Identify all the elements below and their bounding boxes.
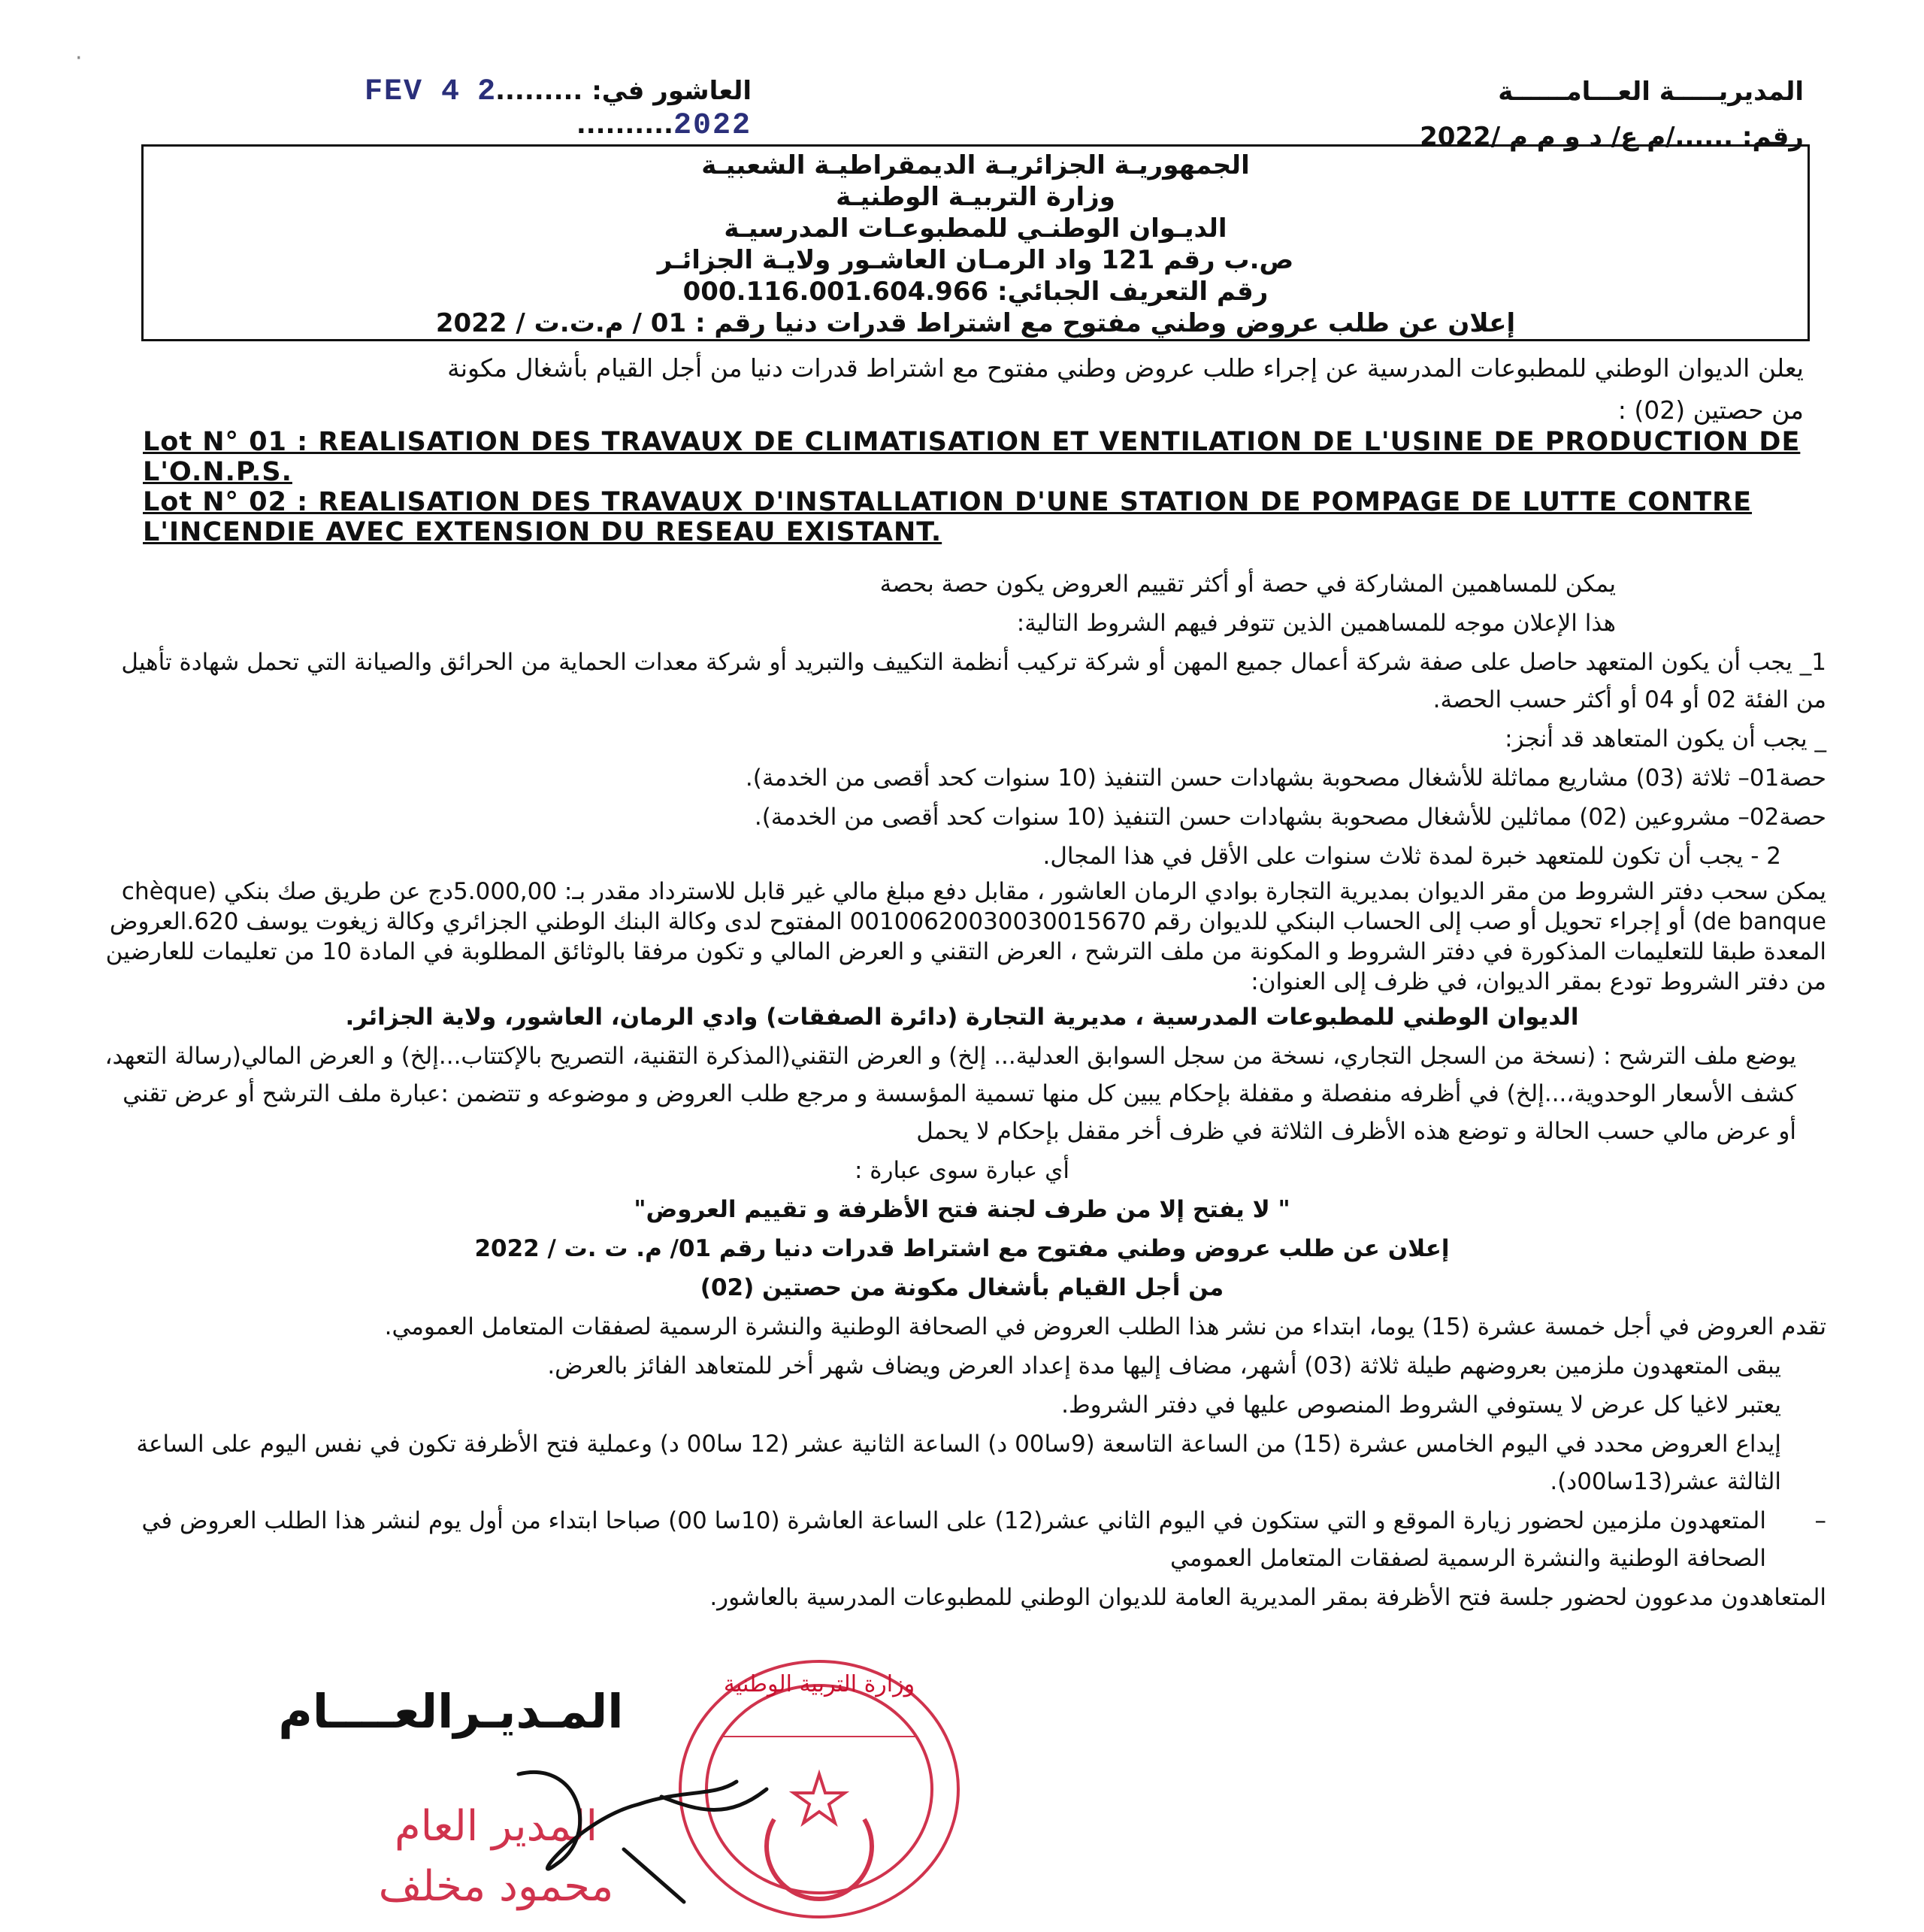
republic-line: الجمهوريـة الجزائريـة الديمقراطيـة الشعبيـة (701, 150, 1250, 180)
office-line: الديـوان الوطنـي للمطبوعـات المدرسيـة (724, 213, 1227, 244)
body-p2: هذا الإعلان موجه للمساهمين الذين تتوفر فيهم الشروط التالية: (1016, 610, 1616, 637)
lot-2: Lot N° 02 : REALISATION DES TRAVAUX D'INSTALLATION D'UNE STATION DE POMPAGE DE LUTTE CONTRE L'INCENDIE AVEC EXTENSION DU RESEAU EXISTANT. (143, 487, 1753, 547)
body-p16: يبقى المتعهدون ملزمين بعروضهم طيلة ثلاثة (03) أشهر، مضاف إليها مدة إعداد العرض ويضاف شهر أخر للمتعاهد الفائز بالعرض. (547, 1352, 1781, 1379)
body-p17: يعتبر لاغيا كل عرض لا يستوفي الشروط المنصوص عليها في دفتر الشروط. (1061, 1391, 1781, 1419)
tender-title-line: إعلان عن طلب عروض وطني مفتوح مع اشتراط قدرات دنيا رقم : 01 / م.ت.ت / 2022 (435, 308, 1516, 338)
body-p20: المتعاهدون مدعوون لحضور جلسة فتح الأظرفة بمقر المديرية العامة للديوان الوطني للمطبوعات المدرسية بالعاشور. (709, 1584, 1826, 1611)
body-p18: إيداع العروض محدد في اليوم الخامس عشرة (15) من الساعة التاسعة (9سا00 د) الساعة الثانية عشر (12 سا00 د) وعملية فتح الأظرفة تكون في نفس اليوم على الساعة الثالثة عشر(13سا00د). (136, 1431, 1781, 1495)
body-p13: إعلان عن طلب عروض وطني مفتوح مع اشتراط قدرات دنيا رقم 01/ م. ت .ت / 2022 (474, 1235, 1450, 1262)
body-p8: يمكن سحب دفتر الشروط من مقر الديوان بمديرية التجارة بوادي الرمان العاشور ، مقابل دفع مبلغ مالي غير قابل للاسترداد مقدر بـ: 5.000,00دج عن طريق صك بنكي (chèque de banque) أو إجراء تحويل أو صب إلى الحساب البنكي للديوان رقم 00100620030030015670 المفتوح لدى وكالة البنك الوطني الجزائري وكالة زيغوت يوسف 620.العروض المعدة طبقا للتعليمات المذكورة في دفتر الشروط و المكونة من ملف الترشح ، العرض التقني و العرض المالي و تكون مرفقا بالوثائق المطلوبة في المادة 10 من تعليمات للعارضين من دفتر الشروط تودع بمقر الديوان، في ظرف إلى العنوان: (105, 878, 1826, 995)
intro-line-1: يعلن الديوان الوطني للمطبوعات المدرسية عن إجراء طلب عروض وطني مفتوح مع اشتراط قدرات دنيا من أجل القيام بأشغال مكونة (447, 353, 1804, 383)
body-p3: 1_ يجب أن يكون المتعهد حاصل على صفة شركة أعمال جميع المهن أو شركة تركيب أنظمة التكييف والتبريد أو شركة معدات الحماية من الحرائق والصيانة التي تحمل شهادة تأهيل من الفئة 02 أو 04 أو أكثر حسب الحصة. (121, 649, 1826, 713)
directorate-label: المديريـــــة العـــامــــــة (1498, 77, 1804, 107)
body-p6: حصة02– مشروعين (02) مماثلين للأشغال مصحوبة بشهادات حسن التنفيذ (10 سنوات كحد أقصى من الخدمة). (754, 804, 1826, 831)
body-p12: " لا يفتح إلا من طرف لجنة فتح الأظرفة و تقييم العروض" (634, 1196, 1290, 1223)
address-line: ص.ب رقم 121 واد الرمـان العاشـور ولايـة الجزائـر (657, 245, 1294, 275)
reference-number: رقم: ....../م ع/ د و م م /2022 (1420, 122, 1804, 152)
body-p5: حصة01– ثلاثة (03) مشاريع مماثلة للأشغال مصحوبة بشهادات حسن التنفيذ (10 سنوات كحد أقصى من الخدمة). (745, 765, 1826, 792)
red-name-line-1: المدير العام (394, 1802, 598, 1851)
body-p1: يمكن للمساهمين المشاركة في حصة أو أكثر تقييم العروض يكون حصة بحصة (879, 571, 1616, 598)
body-p7: 2 - يجب أن تكون للمتعهد خبرة لمدة ثلاث سنوات على الأقل في هذا المجال. (1042, 843, 1781, 870)
body-p15: تقدم العروض في أجل خمسة عشرة (15) يوما، ابتداء من نشر هذا الطلب العروض في الصحافة الوطنية والنشرة الرسمية لصفقات المتعامل العمومي. (384, 1313, 1826, 1340)
director-general-title: المـديـرالعــــام (278, 1684, 624, 1739)
red-name-line-2: محمود مخلف (378, 1862, 614, 1911)
stamp-text: وزارة التربية الوطنية (723, 1671, 915, 1697)
place-date: العاشور في: .........2 4 FEV 2022.......... (365, 75, 752, 143)
body-p10: يوضع ملف الترشح : (نسخة من السجل التجاري، نسخة من سجل السوابق العدلية... إلخ) و العرض التقني(المذكرة التقنية، التصريح بالإكتتاب...إلخ) و العرض المالي(رسالة التعهد، كشف الأسعار الوحدوية،...إلخ) في أظرفه منفصلة و مقفلة بإحكام يبين كل منها تسمية المؤسسة و مرجع طلب العروض و موضوعه و تتضمن :عبارة ملف الترشح أو عرض تقني أو عرض مالي حسب الحالة و توضع هذه الأظرف الثلاثة في ظرف أخر مقفل بإحكام لا يحمل (104, 1043, 1796, 1145)
lots-list (143, 427, 1826, 547)
intro-line-2: من حصتين (02) : (1617, 395, 1804, 425)
announcement-body (98, 565, 1826, 1618)
body-p19: – المتعهدون ملزمين لحضور زيارة الموقع و التي ستكون في اليوم الثاني عشر(12) على الساعة العاشرة (10سا 00) صباحا ابتداء من أول يوم لنشر هذا الطلب العروض في الصحافة الوطنية والنشرة الرسمية لصفقات المتعامل العمومي (98, 1502, 1826, 1577)
tax-id-line: رقم التعريف الجبائي: 000.116.001.604.966 (682, 277, 1269, 307)
ministry-line: وزارة التربيـة الوطنيـة (836, 182, 1115, 212)
place-date-label: العاشور في: (591, 76, 752, 106)
intro-paragraph (173, 347, 1804, 432)
handwritten-signature (489, 1729, 789, 1917)
body-p9: الديوان الوطني للمطبوعات المدرسية ، مديرية التجارة (دائرة الصفقات) وادي الرمان، العاشور، ولاية الجزائر. (345, 1004, 1579, 1031)
date-value: 2 4 FEV 2022 (365, 75, 752, 143)
body-p14: من أجل القيام بأشغال مكونة من حصتين (02) (700, 1274, 1224, 1301)
letterhead-box (141, 144, 1810, 341)
body-p4: _ يجب أن يكون المتعاهد قد أنجز: (1505, 725, 1826, 753)
scan-mark: · (75, 45, 83, 71)
lot-1: Lot N° 01 : REALISATION DES TRAVAUX DE CLIMATISATION ET VENTILATION DE L'USINE DE PRODUCTION DE L'O.N.P.S. (143, 427, 1801, 487)
body-p11: أي عبارة سوى عبارة : (854, 1157, 1069, 1184)
